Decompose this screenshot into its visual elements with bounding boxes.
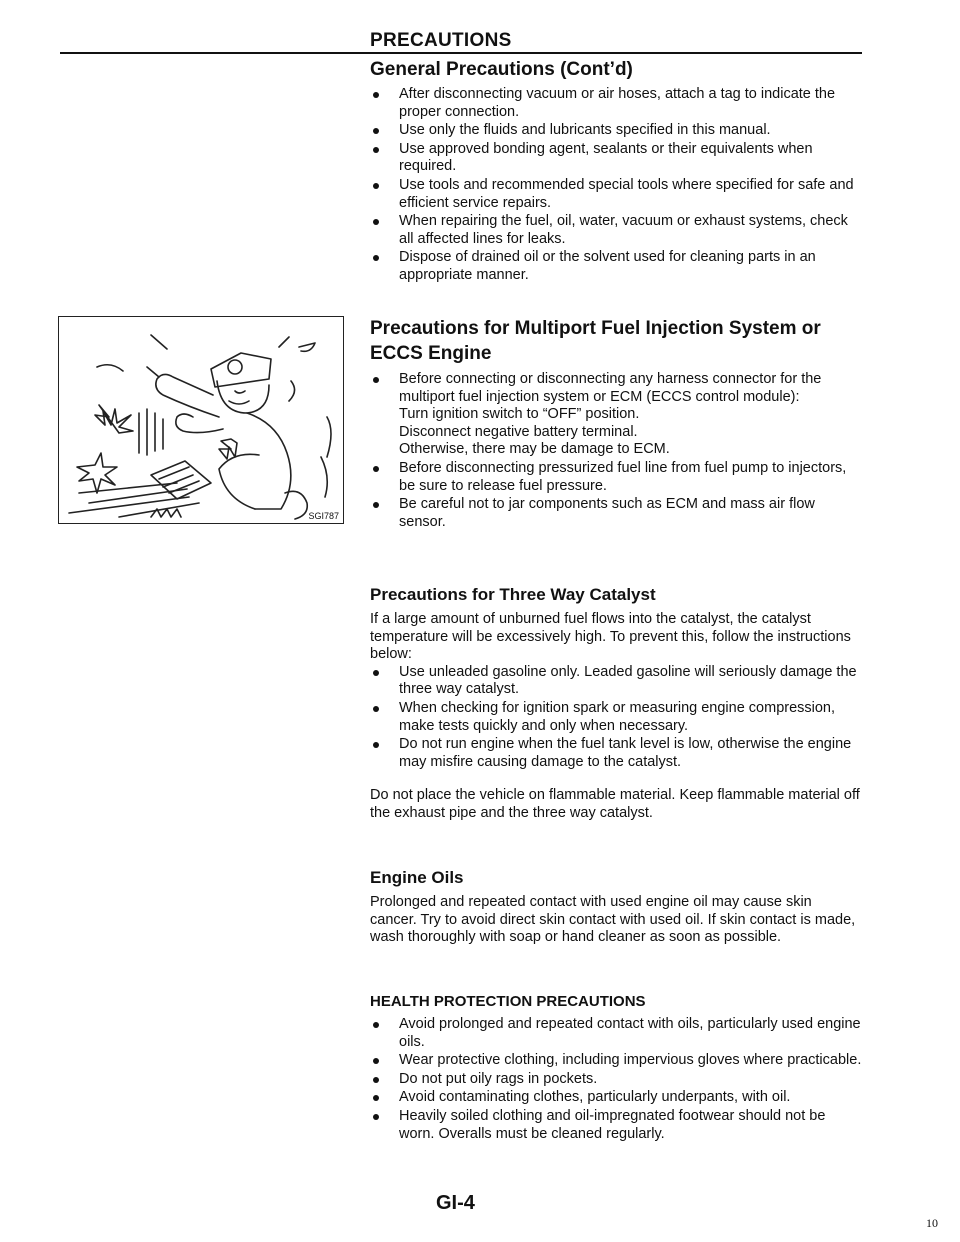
section-three-way-catalyst [370,585,862,823]
catalyst-bullet-list [370,664,862,772]
catalyst-outro: Do not place the vehicle on flammable material. Keep flammable material off the exhaust pipe and the three way catalyst. [370,787,860,821]
section-heading-engine-oils: Engine Oils [370,868,464,887]
section-heading-mfi: Precautions for Multiport Fuel Injection System or ECCS Engine [370,318,821,364]
header-rule [60,52,862,54]
list-item: Wear protective clothing, including impervious gloves where practicable. [370,1052,862,1070]
mfi-bullet-text: Before connecting or disconnecting any harness connector for the multiport fuel injection system or ECM (ECCS control module): [399,371,822,405]
mfi-sub-line: Disconnect negative battery terminal. [399,423,638,440]
general-bullet-list [370,86,862,285]
list-item: Use only the fluids and lubricants specified in this manual. [370,122,862,140]
list-item: Be careful not to jar components such as ECM and mass air flow sensor. [370,496,862,531]
mechanic-dropping-part-illustration [59,317,343,523]
section-heading-catalyst: Precautions for Three Way Catalyst [370,585,656,604]
list-item: When checking for ignition spark or measuring engine compression, make tests quickly and only when necessary. [370,700,862,735]
list-item: Avoid contaminating clothes, particularly underpants, with oil. [370,1089,862,1107]
list-item: After disconnecting vacuum or air hoses, attach a tag to indicate the proper connection. [370,86,862,121]
mfi-sub-lines [399,406,862,459]
page-header-title: PRECAUTIONS [370,30,512,51]
list-item: Dispose of drained oil or the solvent used for cleaning parts in an appropriate manner. [370,249,862,284]
list-item: Before disconnecting pressurized fuel line from fuel pump to injectors, be sure to release fuel pressure. [370,460,862,495]
list-item: Heavily soiled clothing and oil-impregnated footwear should not be worn. Overalls must be cleaned regularly. [370,1108,862,1143]
health-bullet-list [370,1016,862,1143]
side-page-number: 10 [926,1216,938,1230]
mfi-bullet-list [370,371,862,531]
mfi-sub-line: Turn ignition switch to “OFF” position. [399,406,640,423]
figure-code: SGI787 [308,511,339,521]
illustration-dropping-ecm [58,316,344,524]
engine-oils-text: Prolonged and repeated contact with used engine oil may cause skin cancer. Try to avoid direct skin contact with used oil. If skin contact is made, wash thoroughly with soap or hand cleaner as soon as possible. [370,894,856,946]
catalyst-intro: If a large amount of unburned fuel flows into the catalyst, the catalyst temperature will be excessively high. To prevent this, follow the instructions below: [370,611,851,663]
list-item: Do not put oily rags in pockets. [370,1071,862,1089]
list-item: Use approved bonding agent, sealants or their equivalents when required. [370,141,862,176]
list-item: Avoid prolonged and repeated contact with oils, particularly used engine oils. [370,1016,862,1051]
page-number: GI-4 [436,1192,475,1214]
section-engine-oils [370,868,862,947]
section-heading-general: General Precautions (Cont’d) [370,59,633,80]
section-general-precautions [370,57,862,286]
mfi-sub-line: Otherwise, there may be damage to ECM. [399,441,670,458]
section-mfi-eccs [370,316,862,532]
section-health-protection [370,992,862,1144]
section-heading-health: HEALTH PROTECTION PRECAUTIONS [370,993,646,1010]
list-item [370,371,862,459]
list-item: Use unleaded gasoline only. Leaded gasoline will seriously damage the three way catalyst. [370,664,862,699]
list-item: Use tools and recommended special tools where specified for safe and efficient service repairs. [370,177,862,212]
list-item: When repairing the fuel, oil, water, vacuum or exhaust systems, check all affected lines for leaks. [370,213,862,248]
list-item: Do not run engine when the fuel tank level is low, otherwise the engine may misfire causing damage to the catalyst. [370,736,862,771]
